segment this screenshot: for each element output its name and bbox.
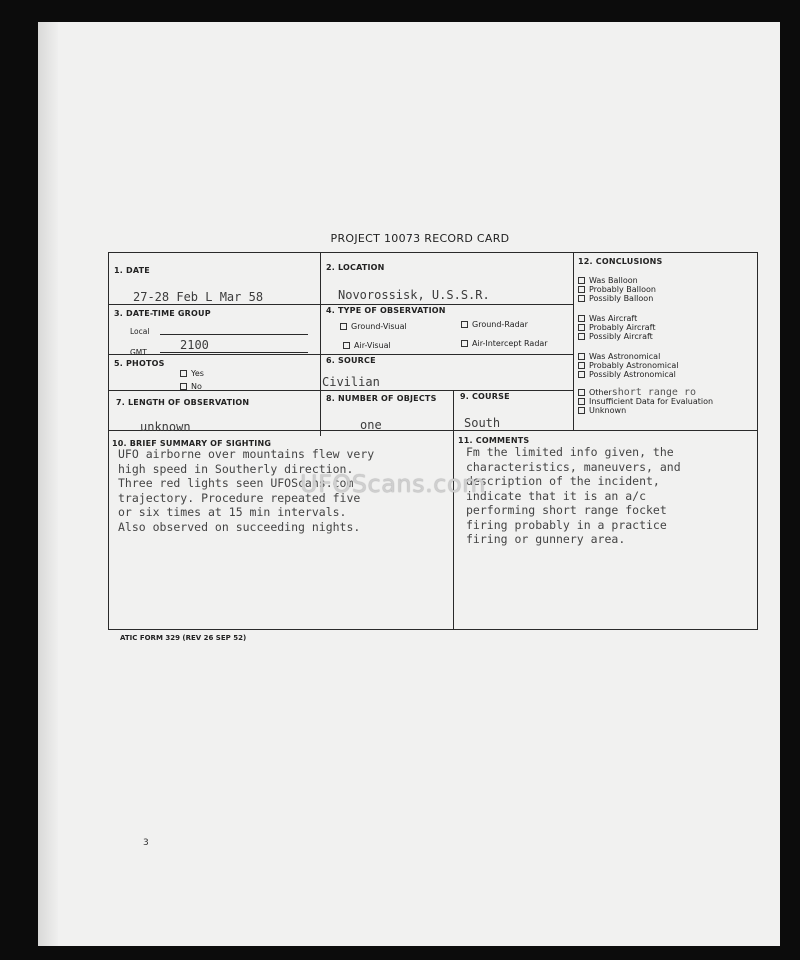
date-value: 27-28 Feb L Mar 58: [133, 290, 264, 304]
other-option: Othershort range ro: [578, 388, 713, 397]
aircraft-group: [578, 314, 655, 341]
photos-yes-checkbox: [180, 370, 187, 377]
was-balloon-option: Was Balloon: [578, 276, 656, 285]
course-value: South: [464, 416, 501, 430]
local-label: Local: [130, 327, 150, 336]
checkbox-icon: [578, 389, 585, 396]
unknown-option: Unknown: [578, 406, 713, 415]
checkbox-icon: [578, 362, 585, 369]
record-card: [108, 252, 758, 630]
num-objects-label: 8. NUMBER OF OBJECTS: [326, 394, 437, 403]
astro-group: [578, 352, 679, 379]
comments-text: [466, 445, 681, 547]
watermark: UFOScans.com: [300, 470, 486, 498]
probably-astronomical-option: Probably Astronomical: [578, 361, 679, 370]
checkbox-icon: [578, 315, 585, 322]
checkbox-icon: [578, 277, 585, 284]
ground-radar-option: Ground-Radar: [461, 320, 528, 329]
conclusions-label: 12. CONCLUSIONS: [578, 257, 663, 266]
frame-bottom: [108, 629, 758, 630]
form-footer: ATIC FORM 329 (REV 26 SEP 52): [120, 634, 247, 642]
date-label: 1. DATE: [114, 266, 150, 275]
form-title: PROJECT 10073 RECORD CARD: [330, 232, 510, 245]
checkbox-icon: [578, 353, 585, 360]
frame-right: [757, 252, 758, 630]
balloon-group: [578, 276, 656, 303]
divider-v2: [573, 252, 574, 430]
summary-line: high speed in Southerly direction.: [118, 461, 354, 476]
other-value: short range ro: [611, 387, 697, 398]
source-value: Civilian: [322, 375, 380, 389]
location-value: Novorossisk, U.S.S.R.: [338, 288, 490, 302]
location-label: 2. LOCATION: [326, 263, 385, 272]
course-label: 9. COURSE: [460, 392, 510, 401]
comments-line: firing or gunnery area.: [466, 532, 626, 546]
checkbox-icon: [578, 333, 585, 340]
divider-h2: [108, 354, 573, 355]
page-number: 3: [143, 838, 149, 848]
length-label: 7. LENGTH OF OBSERVATION: [116, 398, 250, 407]
comments-line: indicate that it is an a/c: [466, 488, 647, 503]
comments-line: performing short range focket: [466, 503, 667, 517]
comments-line: characteristics, maneuvers, and: [466, 459, 681, 474]
checkbox-icon: [578, 407, 585, 414]
air-intercept-radar-option: Air-Intercept Radar: [461, 339, 548, 348]
frame-left: [108, 252, 109, 630]
dtg-label: 3. DATE-TIME GROUP: [114, 309, 211, 318]
checkbox-icon: [578, 286, 585, 293]
obs-type-label: 4. TYPE OF OBSERVATION: [326, 306, 446, 315]
summary-line: Three red lights seen UFOScans.com: [118, 476, 354, 490]
gmt-label: GMT: [130, 348, 147, 357]
checkbox-icon: [578, 324, 585, 331]
divider-h3: [108, 390, 573, 391]
summary-line: trajectory. Procedure repeated five: [118, 490, 361, 505]
comments-line: description of the incident,: [466, 474, 660, 488]
other-group: [578, 388, 713, 415]
divider-h1: [108, 304, 573, 305]
was-aircraft-option: Was Aircraft: [578, 314, 655, 323]
comments-label: 11. COMMENTS: [458, 436, 530, 445]
comments-line: firing probably in a practice: [466, 517, 667, 532]
summary-line: UFO airborne over mountains flew very: [118, 447, 375, 461]
checkbox-icon: [578, 398, 585, 405]
num-objects-value: one: [360, 418, 382, 432]
possibly-balloon-option: Possibly Balloon: [578, 294, 656, 303]
ground-radar-checkbox: [461, 321, 468, 328]
frame-top: [108, 252, 758, 253]
paper-fold-shadow: [38, 22, 58, 946]
probably-balloon-option: Probably Balloon: [578, 285, 656, 294]
source-label: 6. SOURCE: [326, 356, 376, 365]
air-visual-checkbox: [343, 342, 350, 349]
divider-v1: [320, 252, 321, 436]
photos-no-checkbox: [180, 383, 187, 390]
summary-line: Also observed on succeeding nights.: [118, 519, 361, 534]
divider-v3: [453, 390, 454, 630]
summary-label: 10. BRIEF SUMMARY OF SIGHTING: [112, 439, 272, 448]
was-astronomical-option: Was Astronomical: [578, 352, 679, 361]
air-intercept-radar-checkbox: [461, 340, 468, 347]
photos-label: 5. PHOTOS: [114, 359, 165, 368]
summary-line: or six times at 15 min intervals.: [118, 505, 347, 519]
gmt-value: 2100: [180, 338, 209, 352]
photos-no-option: No: [180, 382, 202, 391]
possibly-astronomical-option: Possibly Astronomical: [578, 370, 679, 379]
probably-aircraft-option: Probably Aircraft: [578, 323, 655, 332]
checkbox-icon: [578, 371, 585, 378]
ground-visual-checkbox: [340, 323, 347, 330]
local-line: [160, 334, 308, 335]
checkbox-icon: [578, 295, 585, 302]
length-value: unknown: [140, 420, 191, 434]
photos-yes-option: Yes: [180, 369, 204, 378]
air-visual-option: Air-Visual: [343, 341, 391, 350]
gmt-line: [160, 352, 308, 353]
divider-h4: [108, 430, 758, 431]
comments-line: Fm the limited info given, the: [466, 445, 674, 459]
insufficient-data-option: Insufficient Data for Evaluation: [578, 397, 713, 406]
possibly-aircraft-option: Possibly Aircraft: [578, 332, 655, 341]
ground-visual-option: Ground-Visual: [340, 322, 407, 331]
